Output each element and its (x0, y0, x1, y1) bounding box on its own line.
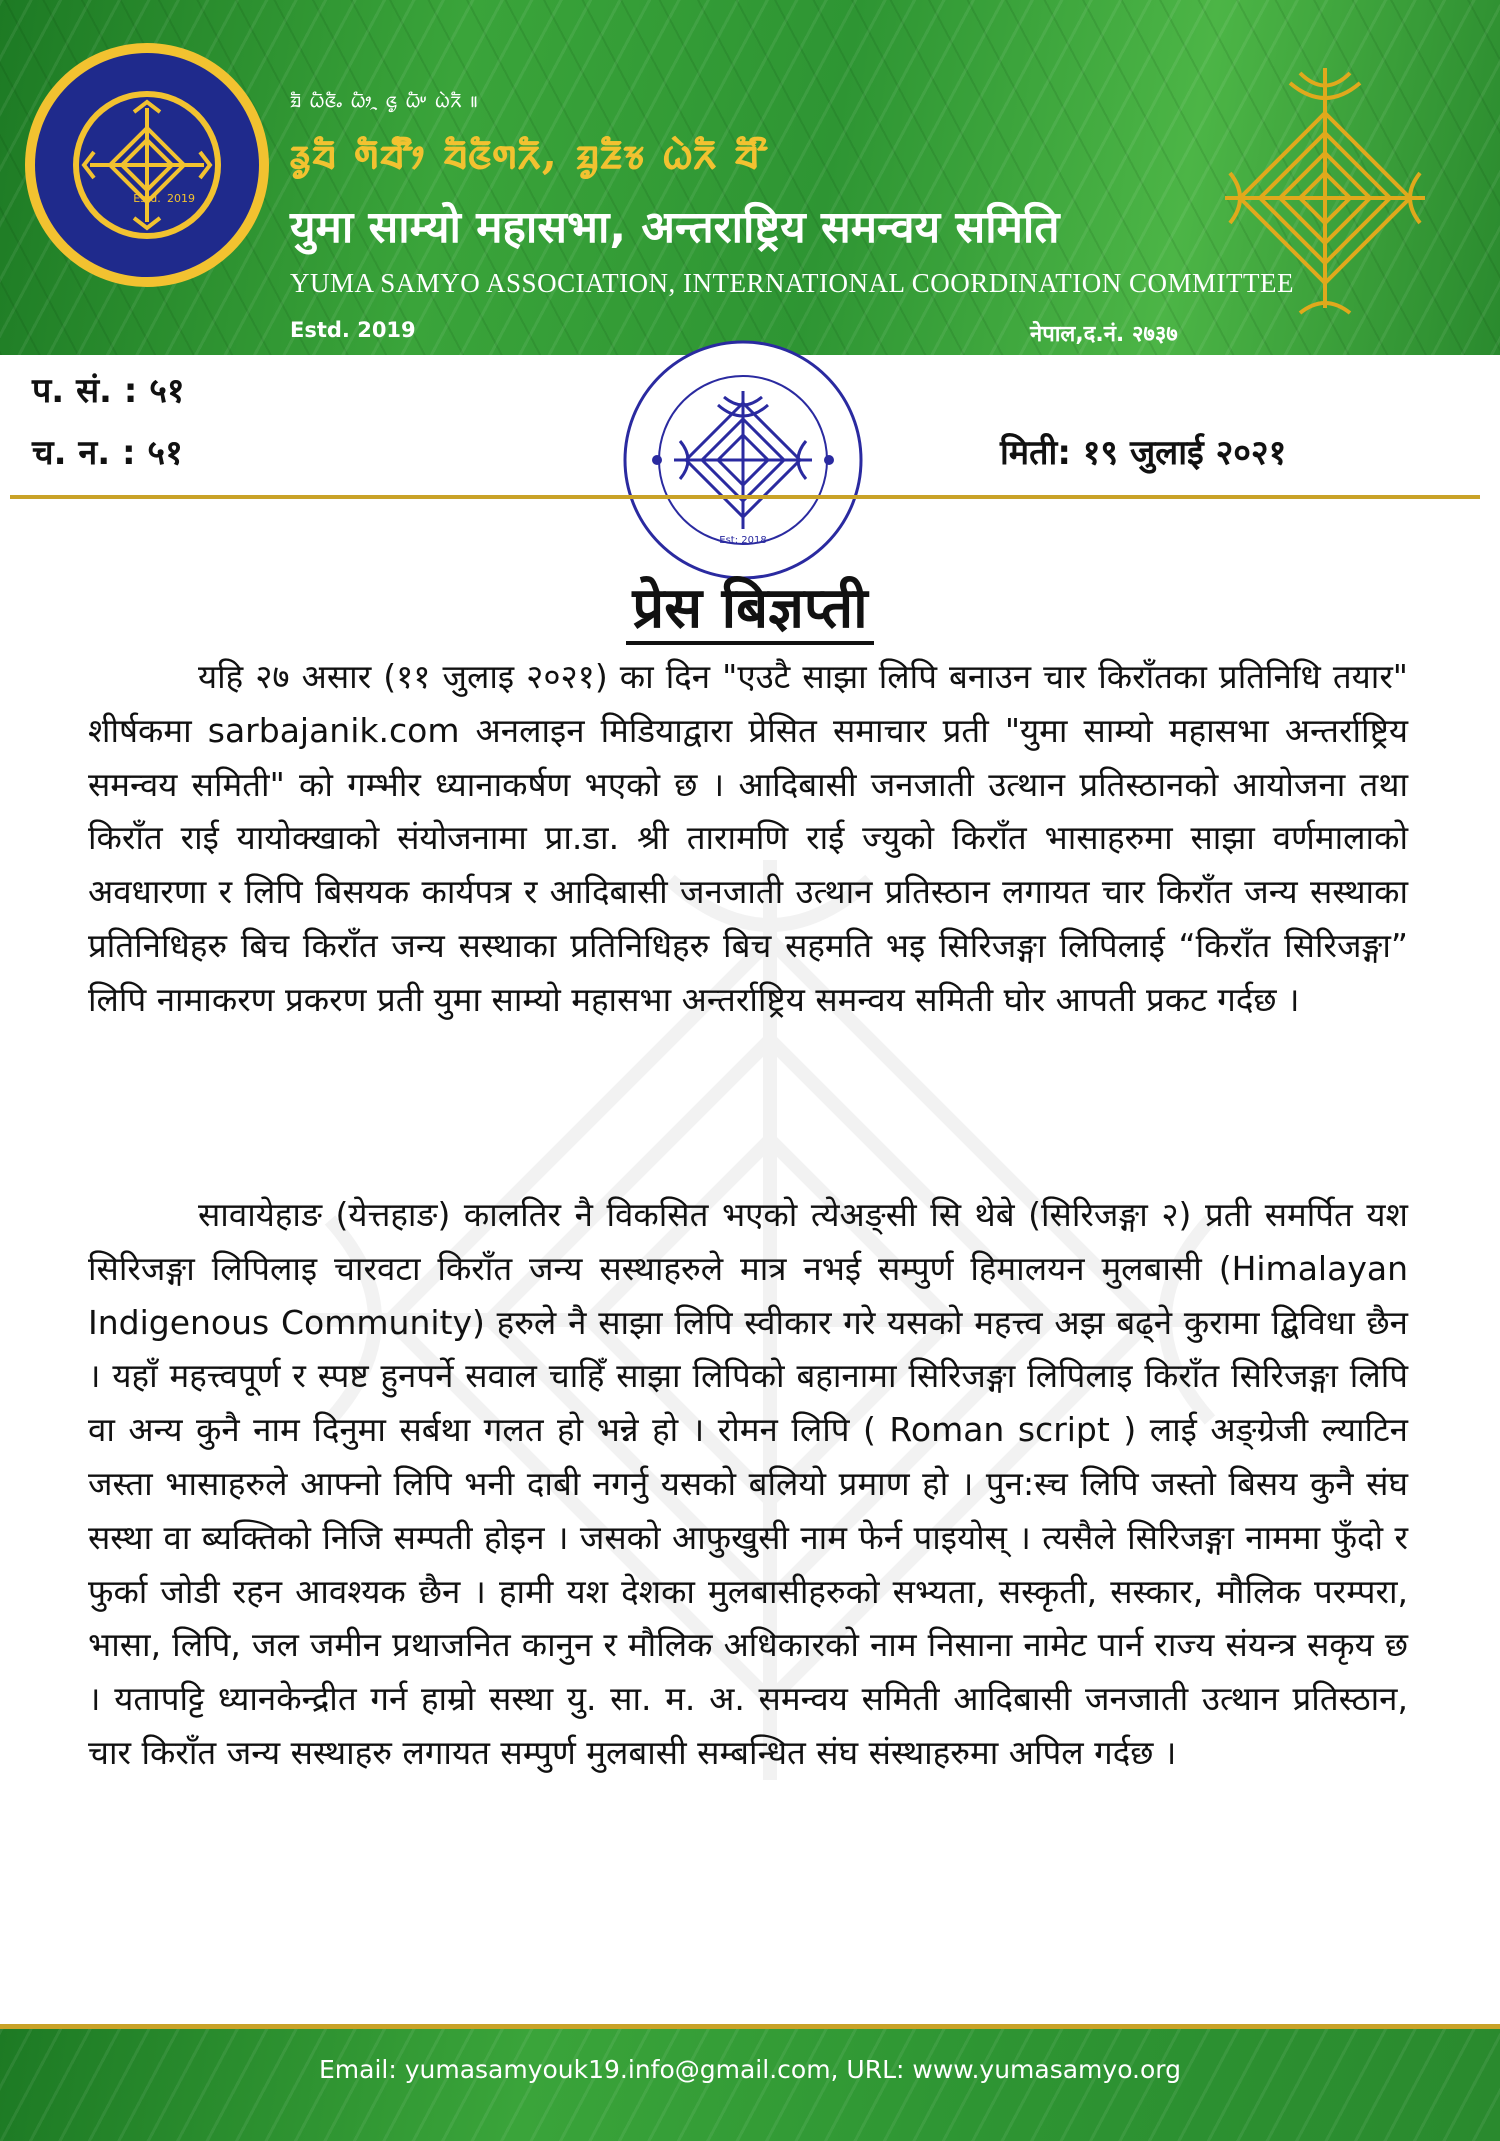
press-release-title-text: प्रेस बिज्ञप्ती (626, 576, 873, 645)
kirat-tagline: ᤀᤠ ᤐᤠᤜᤠᤱ ᤐᤥᤳ ᤜᤢ ᤐᤠᤸ ᤐᤧᤖᤠ ॥ (290, 88, 479, 113)
footer-banner (0, 2024, 1500, 2141)
organization-logo (22, 40, 272, 290)
letter-number: प. सं. : ५१ (32, 371, 185, 411)
body-paragraph-2 (88, 1188, 1408, 1780)
svg-text:Estd.: Estd. (133, 192, 161, 205)
organization-seal-icon (618, 335, 868, 585)
body-paragraph-1 (88, 650, 1408, 1027)
dispatch-number: च. न. : ५१ (32, 433, 183, 473)
paragraph-text: सावायेहाङ (येत्तहाङ) कालतिर नै विकसित भएको त्येअङ्सी सि थेबे (सिरिजङ्गा २) प्रती समर्पित यश सिरिजङ्गा लिपिलाइ चारवटा किराँत जन्य सस्थाहरुले मात्र नभई सम्पुर्ण हिमालयन मुलबासी (Himalayan Indigenous Community) हरुले नै साझा लिपि स्वीकार गरे यसको महत्त्व अझ बढ्ने कुरामा द्बिविधा छैन । यहाँ महत्त्वपूर्ण र स्पष्ट हुनपर्ने सवाल चाहिँ साझा लिपिको बहानामा सिरिजङ्गा लिपिलाइ किराँत सिरिजङ्गा लिपि वा अन्य कुनै नाम दिनुमा सर्बथा गलत हो भन्ने हो । रोमन लिपि ( Roman script ) लाई अङ्ग्रेजी ल्याटिन जस्ता भासाहरुले आफ्नो लिपि भनी दाबी नगर्नु यसको बलियो प्रमाण हो । पुन:स्च लिपि जस्तो बिसय कुनै संघ सस्था वा ब्यक्तिको निजि सम्पती होइन । जसको आफुखुसी नाम फेर्न पाइयोस् । त्यसैले सिरिजङ्गा नाममा फुँदो र फुर्का जोडी रहन आवश्यक छैन । हामी यश देशका मुलबासीहरुको सभ्यता, सस्कृती, सस्कार, मौलिक परम्परा, भासा, लिपि, जल जमीन प्रथाजनित कानुन र मौलिक अधिकारको नाम निसाना नामेट पार्न राज्य संयन्त्र सकृय छ । यतापट्टि ध्यानकेन्द्रीत गर्न हाम्रो सस्था यु. सा. म. अ. समन्वय समिती आदिबासी जनजाती उत्थान प्रतिस्ठान, चार किराँत जन्य सस्थाहरु लगायत सम्पुर्ण मुलबासी सम्बन्धित संघ संस्थाहरुमा अपिल गर्दछ । (88, 1195, 1408, 1772)
sirijunga-emblem-icon (1220, 58, 1430, 318)
nepali-organization-title: युमा साम्यो महासभा, अन्तराष्ट्रिय समन्वय समिति (290, 202, 1060, 253)
svg-text:2019: 2019 (167, 192, 195, 205)
english-organization-title: YUMA SAMYO ASSOCIATION, INTERNATIONAL COORDINATION COMMITTEE (290, 268, 1294, 298)
footer-contact: Email: yumasamyouk19.info@gmail.com, URL: www.yumasamyo.org (318, 2055, 1182, 2084)
letter-date: मिती: १९ जुलाई २०२१ (1000, 433, 1287, 473)
seal-estd: Est: 2018 (719, 535, 767, 546)
letterhead-banner (0, 0, 1500, 355)
paragraph-text: यहि २७ असार (११ जुलाइ २०२१) का दिन "एउटै साझा लिपि बनाउन चार किराँतका प्रतिनिधि तयार" शीर्षकमा sarbajanik.com अनलाइन मिडियाद्वारा प्रेसित समाचार प्रती "युमा साम्यो महासभा अन्तर्राष्ट्रिय समन्वय समिती" को गम्भीर ध्यानाकर्षण भएको छ । आदिबासी जनजाती उत्थान प्रतिस्ठानको आयोजना तथा किराँत राई यायोक्खाको संयोजनामा प्रा.डा. श्री तारामणि राई ज्युको किराँत भासाहरुमा साझा वर्णमालाको अवधारणा र लिपि बिसयक कार्यपत्र र आदिबासी जनजाती उत्थान प्रतिस्ठान लगायत चार किराँत जन्य सस्थाका प्रतिनिधिहरु बिच किराँत जन्य सस्थाका प्रतिनिधिहरु बिच सहमति भइ सिरिजङ्गा लिपिलाई “किराँत सिरिजङ्गा” लिपि नामाकरण प्रकरण प्रती युमा साम्यो महासभा अन्तर्राष्ट्रिय समन्वय समिती घोर आपती प्रकट गर्दछ । (88, 657, 1408, 1019)
registration-number: नेपाल,द.नं. २७३७ (1030, 322, 1178, 347)
press-release-title (0, 568, 1500, 644)
header-divider (10, 495, 1480, 499)
established-year: Estd. 2019 (290, 318, 416, 342)
kirat-script-title: ᤕᤢᤔᤠ ᤛᤠᤔᤡᤥ ᤔᤠᤜᤠᤛᤖᤠ, ᤀᤢᤏᤠᤠᤃ ᤐᤧᤖᤠ ᤔᤠᤡ (290, 128, 769, 179)
